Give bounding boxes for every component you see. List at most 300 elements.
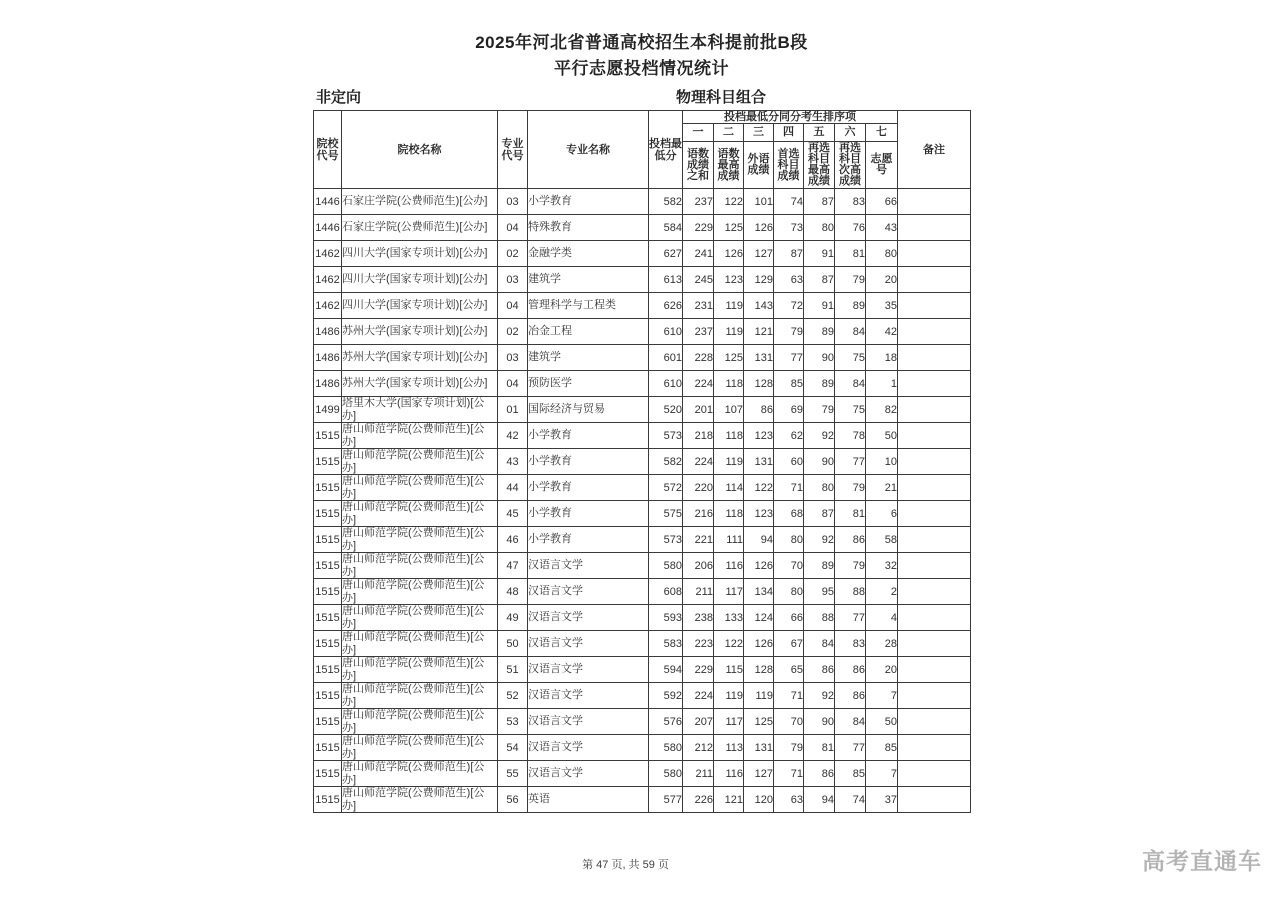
cell-sort-1: 226 — [683, 787, 714, 813]
cell-sort-6: 86 — [835, 657, 866, 683]
header-sort-label-4: 首选科目成绩 — [774, 142, 804, 189]
cell-college-name: 苏州大学(国家专项计划)[公办] — [342, 345, 498, 371]
cell-college-code: 1515 — [314, 631, 342, 657]
cell-sort-6: 89 — [835, 293, 866, 319]
table-row — [314, 189, 971, 215]
watermark: 高考直通车 — [1142, 848, 1262, 874]
cell-major-code: 49 — [498, 605, 528, 631]
table-row — [314, 735, 971, 761]
table-row — [314, 683, 971, 709]
cell-sort-5: 80 — [804, 475, 835, 501]
cell-college-name: 唐山师范学院(公费师范生)[公办] — [342, 579, 498, 605]
cell-sort-2: 123 — [714, 267, 744, 293]
cell-sort-5: 79 — [804, 397, 835, 423]
cell-major-name: 建筑学 — [528, 267, 649, 293]
cell-sort-7: 1 — [866, 371, 898, 397]
cell-major-name: 汉语言文学 — [528, 735, 649, 761]
cell-sort-3: 126 — [744, 215, 774, 241]
table-row — [314, 241, 971, 267]
header-sort-group: 投档最低分同分考生排序项 — [683, 111, 898, 124]
cell-sort-4: 71 — [774, 761, 804, 787]
page-title-line1: 2025年河北省普通高校招生本科提前批B段 — [475, 33, 808, 52]
cell-sort-4: 72 — [774, 293, 804, 319]
cell-major-code: 03 — [498, 189, 528, 215]
cell-sort-2: 119 — [714, 683, 744, 709]
cell-major-name: 建筑学 — [528, 345, 649, 371]
cell-min-score: 613 — [649, 267, 683, 293]
cell-major-code: 55 — [498, 761, 528, 787]
cell-sort-6: 81 — [835, 501, 866, 527]
cell-sort-5: 91 — [804, 241, 835, 267]
cell-major-code: 53 — [498, 709, 528, 735]
cell-major-code: 51 — [498, 657, 528, 683]
cell-sort-4: 85 — [774, 371, 804, 397]
cell-college-name: 唐山师范学院(公费师范生)[公办] — [342, 683, 498, 709]
cell-sort-3: 128 — [744, 371, 774, 397]
cell-sort-2: 117 — [714, 709, 744, 735]
cell-remark — [898, 709, 971, 735]
cell-college-code: 1515 — [314, 709, 342, 735]
header-min-score: 投档最低分 — [649, 111, 683, 189]
header-major-name: 专业名称 — [528, 111, 649, 189]
cell-sort-7: 7 — [866, 761, 898, 787]
cell-college-name: 唐山师范学院(公费师范生)[公办] — [342, 605, 498, 631]
cell-sort-3: 123 — [744, 423, 774, 449]
cell-sort-1: 218 — [683, 423, 714, 449]
cell-sort-6: 74 — [835, 787, 866, 813]
cell-major-name: 小学教育 — [528, 475, 649, 501]
cell-remark — [898, 631, 971, 657]
cell-sort-6: 75 — [835, 397, 866, 423]
cell-sort-5: 84 — [804, 631, 835, 657]
table-row — [314, 267, 971, 293]
header-sort-num-5: 五 — [804, 124, 835, 142]
cell-sort-5: 81 — [804, 735, 835, 761]
header-sort-num-3: 三 — [744, 124, 774, 142]
header-college-code: 院校代号 — [314, 111, 342, 189]
cell-college-name: 石家庄学院(公费师范生)[公办] — [342, 215, 498, 241]
cell-sort-3: 131 — [744, 345, 774, 371]
cell-major-code: 04 — [498, 293, 528, 319]
cell-sort-7: 18 — [866, 345, 898, 371]
cell-remark — [898, 605, 971, 631]
cell-college-code: 1515 — [314, 683, 342, 709]
cell-min-score: 580 — [649, 735, 683, 761]
cell-sort-6: 76 — [835, 215, 866, 241]
cell-remark — [898, 449, 971, 475]
cell-major-name: 小学教育 — [528, 189, 649, 215]
cell-sort-3: 86 — [744, 397, 774, 423]
cell-sort-7: 80 — [866, 241, 898, 267]
cell-college-code: 1515 — [314, 787, 342, 813]
cell-sort-2: 118 — [714, 423, 744, 449]
header-sort-label-6: 再选科目次高成绩 — [835, 142, 866, 189]
cell-sort-2: 119 — [714, 449, 744, 475]
cell-sort-6: 79 — [835, 475, 866, 501]
cell-remark — [898, 761, 971, 787]
header-sort-num-2: 二 — [714, 124, 744, 142]
cell-sort-6: 85 — [835, 761, 866, 787]
cell-sort-6: 84 — [835, 709, 866, 735]
cell-sort-1: 231 — [683, 293, 714, 319]
cell-major-code: 43 — [498, 449, 528, 475]
cell-college-code: 1515 — [314, 449, 342, 475]
cell-sort-5: 94 — [804, 787, 835, 813]
cell-sort-7: 7 — [866, 683, 898, 709]
cell-college-name: 唐山师范学院(公费师范生)[公办] — [342, 527, 498, 553]
cell-sort-1: 224 — [683, 371, 714, 397]
cell-sort-7: 6 — [866, 501, 898, 527]
cell-min-score: 576 — [649, 709, 683, 735]
cell-college-code: 1515 — [314, 423, 342, 449]
cell-sort-3: 127 — [744, 241, 774, 267]
cell-major-name: 汉语言文学 — [528, 579, 649, 605]
cell-min-score: 626 — [649, 293, 683, 319]
cell-min-score: 583 — [649, 631, 683, 657]
table-row — [314, 319, 971, 345]
cell-sort-1: 229 — [683, 215, 714, 241]
cell-sort-1: 229 — [683, 657, 714, 683]
cell-major-name: 国际经济与贸易 — [528, 397, 649, 423]
cell-major-code: 45 — [498, 501, 528, 527]
cell-major-code: 04 — [498, 371, 528, 397]
cell-remark — [898, 371, 971, 397]
cell-sort-5: 90 — [804, 345, 835, 371]
cell-min-score: 608 — [649, 579, 683, 605]
cell-remark — [898, 345, 971, 371]
table-row — [314, 631, 971, 657]
table-row — [314, 371, 971, 397]
cell-college-code: 1515 — [314, 475, 342, 501]
cell-remark — [898, 397, 971, 423]
cell-sort-5: 87 — [804, 501, 835, 527]
cell-sort-2: 119 — [714, 293, 744, 319]
cell-sort-5: 80 — [804, 215, 835, 241]
cell-min-score: 573 — [649, 527, 683, 553]
cell-major-name: 汉语言文学 — [528, 761, 649, 787]
cell-sort-2: 126 — [714, 241, 744, 267]
cell-sort-7: 21 — [866, 475, 898, 501]
table-row — [314, 709, 971, 735]
cell-sort-2: 113 — [714, 735, 744, 761]
cell-major-name: 特殊教育 — [528, 215, 649, 241]
cell-sort-6: 88 — [835, 579, 866, 605]
cell-sort-6: 75 — [835, 345, 866, 371]
cell-min-score: 584 — [649, 215, 683, 241]
cell-min-score: 580 — [649, 761, 683, 787]
cell-sort-1: 237 — [683, 319, 714, 345]
cell-min-score: 610 — [649, 371, 683, 397]
cell-sort-4: 80 — [774, 527, 804, 553]
cell-sort-5: 95 — [804, 579, 835, 605]
cell-sort-3: 143 — [744, 293, 774, 319]
cell-sort-3: 128 — [744, 657, 774, 683]
cell-sort-4: 67 — [774, 631, 804, 657]
cell-major-name: 汉语言文学 — [528, 709, 649, 735]
cell-sort-1: 241 — [683, 241, 714, 267]
cell-sort-1: 238 — [683, 605, 714, 631]
cell-sort-5: 90 — [804, 449, 835, 475]
cell-sort-3: 134 — [744, 579, 774, 605]
cell-sort-5: 86 — [804, 657, 835, 683]
cell-major-code: 44 — [498, 475, 528, 501]
cell-sort-4: 87 — [774, 241, 804, 267]
cell-min-score: 601 — [649, 345, 683, 371]
cell-sort-3: 94 — [744, 527, 774, 553]
cell-college-name: 石家庄学院(公费师范生)[公办] — [342, 189, 498, 215]
cell-remark — [898, 475, 971, 501]
cell-min-score: 580 — [649, 553, 683, 579]
cell-sort-7: 4 — [866, 605, 898, 631]
cell-college-name: 唐山师范学院(公费师范生)[公办] — [342, 735, 498, 761]
cell-remark — [898, 501, 971, 527]
cell-sort-4: 74 — [774, 189, 804, 215]
cell-sort-3: 121 — [744, 319, 774, 345]
cell-sort-3: 119 — [744, 683, 774, 709]
cell-college-name: 唐山师范学院(公费师范生)[公办] — [342, 709, 498, 735]
cell-sort-7: 82 — [866, 397, 898, 423]
cell-remark — [898, 683, 971, 709]
cell-major-code: 02 — [498, 319, 528, 345]
cell-sort-7: 42 — [866, 319, 898, 345]
table-row — [314, 423, 971, 449]
cell-min-score: 572 — [649, 475, 683, 501]
cell-sort-7: 50 — [866, 423, 898, 449]
header-sort-num-4: 四 — [774, 124, 804, 142]
cell-sort-1: 224 — [683, 683, 714, 709]
cell-major-code: 52 — [498, 683, 528, 709]
cell-sort-5: 87 — [804, 189, 835, 215]
cell-sort-3: 101 — [744, 189, 774, 215]
cell-college-code: 1486 — [314, 371, 342, 397]
header-sort-num-7: 七 — [866, 124, 898, 142]
cell-sort-5: 86 — [804, 761, 835, 787]
cell-college-name: 唐山师范学院(公费师范生)[公办] — [342, 631, 498, 657]
cell-college-name: 苏州大学(国家专项计划)[公办] — [342, 371, 498, 397]
table-row — [314, 761, 971, 787]
cell-major-name: 金融学类 — [528, 241, 649, 267]
orientation-label: 非定向 — [316, 89, 362, 106]
cell-college-code: 1446 — [314, 215, 342, 241]
cell-college-name: 四川大学(国家专项计划)[公办] — [342, 267, 498, 293]
header-row-group — [314, 111, 971, 124]
cell-major-code: 48 — [498, 579, 528, 605]
cell-sort-5: 92 — [804, 527, 835, 553]
table-row — [314, 579, 971, 605]
cell-college-code: 1515 — [314, 735, 342, 761]
cell-sort-7: 66 — [866, 189, 898, 215]
cell-sort-1: 211 — [683, 761, 714, 787]
cell-sort-3: 126 — [744, 631, 774, 657]
cell-major-name: 小学教育 — [528, 527, 649, 553]
cell-college-name: 唐山师范学院(公费师范生)[公办] — [342, 657, 498, 683]
cell-sort-1: 211 — [683, 579, 714, 605]
cell-sort-7: 2 — [866, 579, 898, 605]
cell-major-name: 小学教育 — [528, 423, 649, 449]
cell-sort-2: 116 — [714, 553, 744, 579]
cell-college-name: 苏州大学(国家专项计划)[公办] — [342, 319, 498, 345]
cell-sort-4: 70 — [774, 709, 804, 735]
cell-sort-1: 224 — [683, 449, 714, 475]
cell-remark — [898, 267, 971, 293]
cell-sort-6: 77 — [835, 735, 866, 761]
cell-remark — [898, 293, 971, 319]
cell-major-code: 50 — [498, 631, 528, 657]
cell-major-code: 47 — [498, 553, 528, 579]
cell-sort-2: 119 — [714, 319, 744, 345]
cell-sort-6: 79 — [835, 553, 866, 579]
cell-sort-3: 131 — [744, 735, 774, 761]
table-row — [314, 293, 971, 319]
cell-min-score: 594 — [649, 657, 683, 683]
header-sort-label-2: 语数最高成绩 — [714, 142, 744, 189]
cell-sort-6: 83 — [835, 189, 866, 215]
cell-sort-7: 20 — [866, 657, 898, 683]
cell-sort-1: 212 — [683, 735, 714, 761]
page-title — [313, 30, 970, 82]
cell-min-score: 627 — [649, 241, 683, 267]
cell-sort-1: 228 — [683, 345, 714, 371]
cell-major-code: 03 — [498, 267, 528, 293]
cell-sort-4: 65 — [774, 657, 804, 683]
cell-college-code: 1462 — [314, 241, 342, 267]
cell-sort-6: 77 — [835, 605, 866, 631]
cell-remark — [898, 319, 971, 345]
cell-sort-6: 78 — [835, 423, 866, 449]
header-sort-num-6: 六 — [835, 124, 866, 142]
header-sort-label-5: 再选科目最高成绩 — [804, 142, 835, 189]
cell-min-score: 610 — [649, 319, 683, 345]
cell-sort-4: 63 — [774, 267, 804, 293]
header-sort-label-1: 语数成绩之和 — [683, 142, 714, 189]
cell-sort-4: 63 — [774, 787, 804, 813]
cell-sort-2: 111 — [714, 527, 744, 553]
cell-min-score: 582 — [649, 189, 683, 215]
cell-college-name: 唐山师范学院(公费师范生)[公办] — [342, 423, 498, 449]
cell-sort-4: 66 — [774, 605, 804, 631]
cell-college-code: 1486 — [314, 345, 342, 371]
cell-college-code: 1446 — [314, 189, 342, 215]
cell-sort-3: 120 — [744, 787, 774, 813]
cell-sort-6: 86 — [835, 683, 866, 709]
cell-sort-4: 62 — [774, 423, 804, 449]
cell-major-code: 02 — [498, 241, 528, 267]
cell-major-name: 汉语言文学 — [528, 631, 649, 657]
cell-sort-6: 83 — [835, 631, 866, 657]
cell-sort-4: 71 — [774, 683, 804, 709]
cell-sort-3: 129 — [744, 267, 774, 293]
cell-sort-6: 86 — [835, 527, 866, 553]
cell-college-name: 塔里木大学(国家专项计划)[公办] — [342, 397, 498, 423]
cell-sort-6: 81 — [835, 241, 866, 267]
cell-major-code: 03 — [498, 345, 528, 371]
cell-college-name: 四川大学(国家专项计划)[公办] — [342, 241, 498, 267]
cell-sort-7: 85 — [866, 735, 898, 761]
header-sort-label-3: 外语成绩 — [744, 142, 774, 189]
cell-sort-5: 89 — [804, 371, 835, 397]
cell-sort-7: 28 — [866, 631, 898, 657]
cell-sort-1: 223 — [683, 631, 714, 657]
cell-major-name: 汉语言文学 — [528, 657, 649, 683]
cell-college-name: 唐山师范学院(公费师范生)[公办] — [342, 787, 498, 813]
table-row — [314, 787, 971, 813]
header-college-name: 院校名称 — [342, 111, 498, 189]
cell-sort-5: 91 — [804, 293, 835, 319]
cell-sort-1: 207 — [683, 709, 714, 735]
cell-college-code: 1515 — [314, 657, 342, 683]
cell-sort-2: 116 — [714, 761, 744, 787]
cell-min-score: 575 — [649, 501, 683, 527]
cell-college-name: 唐山师范学院(公费师范生)[公办] — [342, 501, 498, 527]
cell-major-name: 英语 — [528, 787, 649, 813]
cell-sort-3: 122 — [744, 475, 774, 501]
cell-min-score: 520 — [649, 397, 683, 423]
cell-sort-2: 125 — [714, 345, 744, 371]
cell-sort-2: 121 — [714, 787, 744, 813]
cell-major-code: 04 — [498, 215, 528, 241]
cell-sort-5: 88 — [804, 605, 835, 631]
cell-major-name: 小学教育 — [528, 449, 649, 475]
cell-sort-5: 89 — [804, 319, 835, 345]
cell-college-name: 唐山师范学院(公费师范生)[公办] — [342, 761, 498, 787]
cell-sort-2: 125 — [714, 215, 744, 241]
cell-sort-5: 92 — [804, 683, 835, 709]
cell-sort-3: 126 — [744, 553, 774, 579]
cell-sort-6: 77 — [835, 449, 866, 475]
cell-remark — [898, 787, 971, 813]
table-row — [314, 475, 971, 501]
cell-sort-2: 117 — [714, 579, 744, 605]
cell-sort-6: 84 — [835, 319, 866, 345]
cell-sort-4: 69 — [774, 397, 804, 423]
cell-sort-2: 114 — [714, 475, 744, 501]
cell-sort-2: 133 — [714, 605, 744, 631]
cell-sort-2: 118 — [714, 371, 744, 397]
cell-college-code: 1515 — [314, 761, 342, 787]
cell-sort-1: 201 — [683, 397, 714, 423]
table-row — [314, 605, 971, 631]
cell-sort-7: 32 — [866, 553, 898, 579]
cell-sort-4: 71 — [774, 475, 804, 501]
cell-sort-4: 68 — [774, 501, 804, 527]
cell-remark — [898, 189, 971, 215]
cell-sort-2: 122 — [714, 631, 744, 657]
cell-sort-2: 107 — [714, 397, 744, 423]
cell-college-code: 1515 — [314, 501, 342, 527]
cell-sort-7: 10 — [866, 449, 898, 475]
cell-sort-1: 216 — [683, 501, 714, 527]
cell-sort-2: 118 — [714, 501, 744, 527]
cell-college-code: 1462 — [314, 293, 342, 319]
cell-sort-2: 115 — [714, 657, 744, 683]
header-sort-label-7: 志愿号 — [866, 142, 898, 189]
cell-remark — [898, 527, 971, 553]
header-major-code: 专业代号 — [498, 111, 528, 189]
cell-college-code: 1499 — [314, 397, 342, 423]
cell-remark — [898, 241, 971, 267]
cell-major-name: 预防医学 — [528, 371, 649, 397]
subject-group-label: 物理科目组合 — [676, 89, 767, 106]
cell-sort-1: 245 — [683, 267, 714, 293]
cell-sort-7: 20 — [866, 267, 898, 293]
cell-sort-7: 43 — [866, 215, 898, 241]
cell-college-code: 1462 — [314, 267, 342, 293]
cell-sort-4: 70 — [774, 553, 804, 579]
cell-college-name: 唐山师范学院(公费师范生)[公办] — [342, 553, 498, 579]
cell-sort-6: 84 — [835, 371, 866, 397]
cell-major-code: 46 — [498, 527, 528, 553]
cell-major-name: 汉语言文学 — [528, 553, 649, 579]
